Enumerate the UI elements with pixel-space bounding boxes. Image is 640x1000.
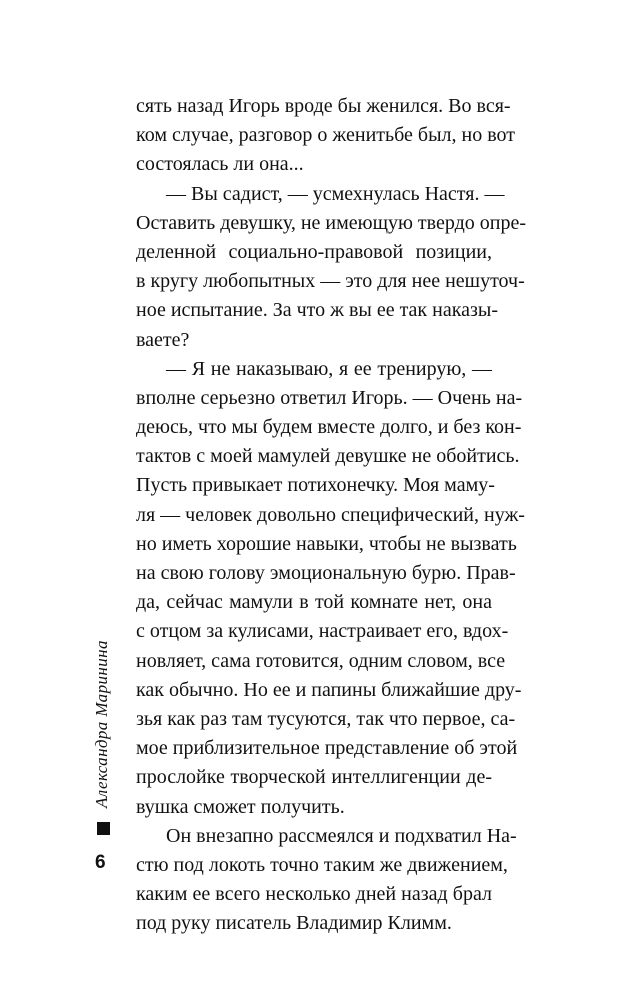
- page-number: 6: [95, 852, 106, 873]
- text-line: Оставить девушку, не имеющую твердо опре-: [136, 211, 527, 234]
- text-line: ком случае, разговор о женитьбе был, но вот: [136, 124, 516, 147]
- text-line: каким ее всего несколько дней назад брал: [136, 883, 492, 906]
- text-line: вполне серьезно ответил Игорь. — Очень на-: [136, 386, 523, 409]
- running-author-name: Александра Маринина: [92, 640, 111, 808]
- square-marker-icon: [97, 822, 110, 835]
- text-line: да, сейчас мамули в той комнате нет, она: [136, 591, 492, 614]
- text-line: тактов с моей мамулей девушке не обойтись.: [136, 445, 520, 468]
- text-line: как обычно. Но ее и папины ближайшие дру-: [136, 678, 522, 701]
- text-line: на свою голову эмоциональную бурю. Прав-: [136, 562, 516, 584]
- text-line: зья как раз там тусуются, так что первое, са-: [136, 707, 516, 730]
- text-line: прослойке творческой интеллигенции де-: [136, 766, 492, 789]
- text-line: ное испытание. За что ж вы ее так наказы-: [136, 299, 499, 322]
- text-line: новляет, сама готовится, одним словом, все: [136, 649, 506, 672]
- text-line: деюсь, что мы будем вместе долго, и без кон-: [136, 416, 522, 439]
- text-line: Пусть привыкает потихонечку. Моя маму-: [136, 474, 495, 497]
- text-line: сять назад Игорь вроде бы женился. Во вся-: [136, 95, 511, 117]
- text-line: ваете?: [136, 328, 190, 351]
- text-line: мое приблизительное представление об этой: [136, 737, 518, 760]
- text-line: вушка сможет получить.: [136, 795, 345, 818]
- text-line: стю под локоть точно таким же движением,: [136, 853, 508, 876]
- text-line: состоялась ли она...: [136, 153, 304, 176]
- text-line: но иметь хорошие навыки, чтобы не вызвать: [136, 532, 517, 555]
- text-line: с отцом за кулисами, настраивает его, вдох-: [136, 620, 509, 643]
- text-line: под руку писатель Владимир Климм.: [136, 912, 452, 935]
- text-line: ля — человек довольно специфический, нуж-: [136, 503, 525, 526]
- text-line: деленной социально-правовой позиции,: [136, 240, 492, 263]
- text-line: — Я не наказываю, я ее тренирую, —: [166, 357, 492, 380]
- text-line: в кругу любопытных — это для нее нешуточ-: [136, 270, 525, 293]
- text-line: Он внезапно рассмеялся и подхватил На-: [166, 824, 517, 847]
- body-text: [136, 92, 527, 938]
- text-line: — Вы садист, — усмехнулась Настя. —: [166, 182, 505, 205]
